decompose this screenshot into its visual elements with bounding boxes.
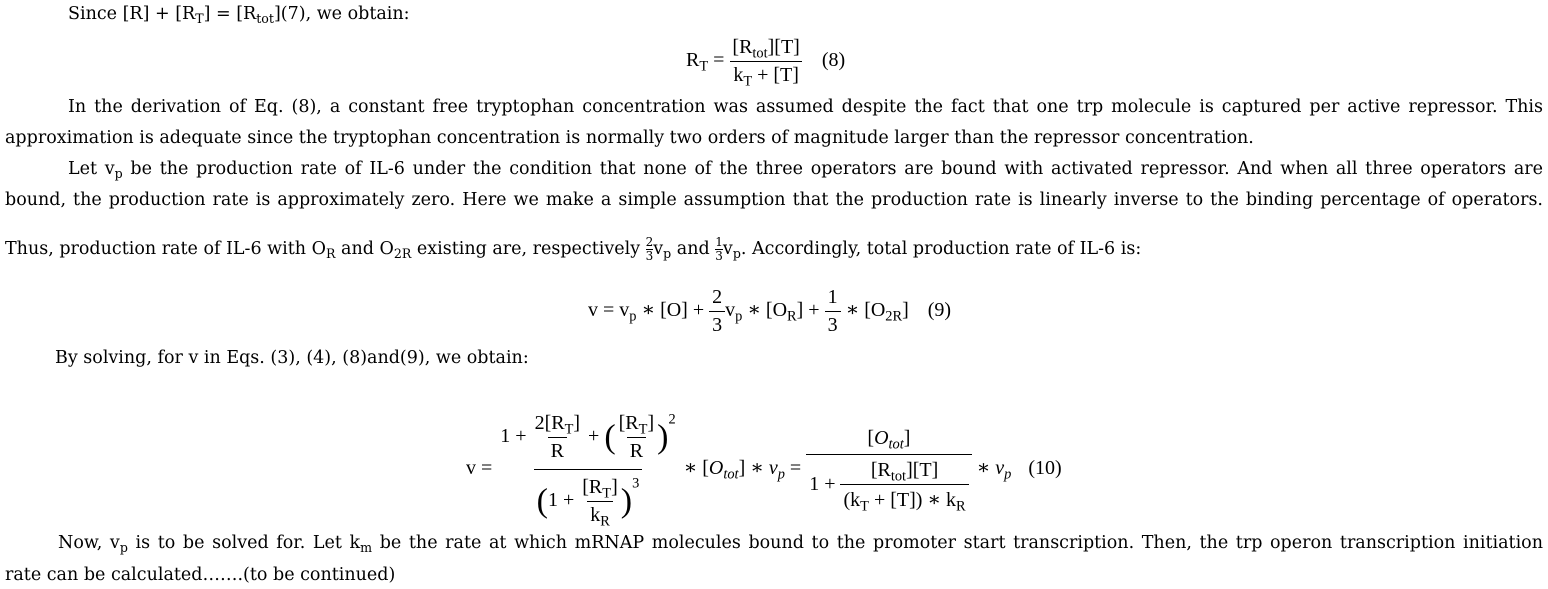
p3-line2: bound, the production rate is approximately zero. Here we make a simple assumption that the production rate is linearly inverse to the binding percentage of operators.: [5, 190, 1543, 210]
p3-line3: Thus, production rate of IL-6 with $O_R$ and $O_{2R}$ existing are, respectively $\frac{2}{3}$ $v_p$ and $\frac{1}{3}$ $v_p$. Accordingly, total production rate of IL-6 is:: [5, 235, 1142, 263]
equation-10: v = 1 + $\frac{2[R_T]}{R}$ + ( $\frac{[R_T]}{R}$ )$^2$ (1 + $\frac{[R_T]}{k_R}$ )$^3$ ∗ $[O_{tot}]$ ∗ $v_p$ = $[O_{tot}]$ 1 + $\frac{[R_{tot}][T]}{(k_T + [T]) ∗ k_R}$ ∗ $v_p$ (10): [466, 411, 1062, 530]
p3-line1: Let $v_p$ be the production rate of IL-6 under the condition that none of the three operators are bound with activated repressor. And when all three operators are: [68, 159, 1543, 182]
eq10-left-fraction: 1 + $\frac{2[R_T]}{R}$ + ( $\frac{[R_T]}{R}$ )$^2$ (1 + $\frac{[R_T]}{k_R}$ )$^3$: [500, 411, 676, 530]
eq9-label: (9): [927, 299, 952, 322]
p2-line2: approximation is adequate since the tryptophan concentration is normally two orders of magnitude larger than the repressor concentration.: [5, 128, 1254, 148]
eq10-label: (10): [1028, 457, 1062, 480]
eq8-fraction: $\frac{[R_{tot}][T]}{k_T + [T]}$: [729, 36, 802, 87]
eq10-right-fraction: $[O_{tot}]$ 1 + $\frac{[R_{tot}][T]}{(k_T + [T]) ∗ k_R}$: [806, 427, 971, 512]
p5-line1: Now, $v_p$ is to be solved for. Let $k_m$ be the rate at which mRNAP molecules bound to the promoter start transcription. Then, the trp operon transcription initiation: [58, 533, 1543, 556]
equation-8: $R_T$ = $\frac{[R_{tot}][T]}{k_T + [T]}$ (8): [686, 36, 846, 90]
equation-9: $v = v_p$ ∗ [O] + $\frac{2}{3}$ $v_p$ ∗ $[O_R]$ + $\frac{1}{3}$ ∗ $[O_{2R}]$ (9): [588, 286, 952, 336]
since-line: Since $[R] + [R_T] = [R_{tot}](7)$, we obtain:: [68, 4, 410, 27]
p5-line2: rate can be calculated…….(to be continued): [5, 565, 396, 585]
p2-line1: In the derivation of Eq. (8), a constant free tryptophan concentration was assumed despite the fact that one trp molecule is captured per active repressor. This: [68, 97, 1543, 117]
eq8-label: (8): [821, 49, 846, 72]
p4-line: By solving, for v in Eqs. (3), (4), (8)and(9), we obtain:: [55, 348, 529, 368]
